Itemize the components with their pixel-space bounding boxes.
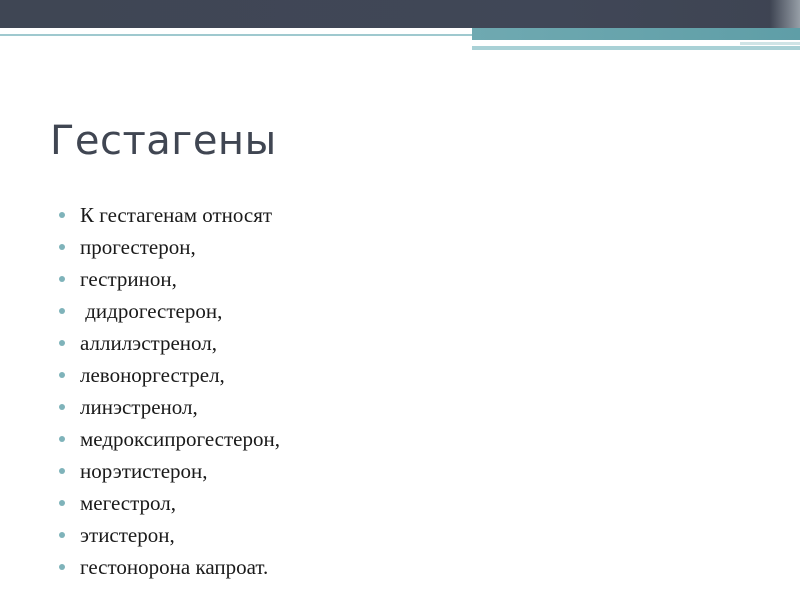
bullet-dot-icon: [59, 500, 65, 506]
list-item-text: левоноргестрел,: [80, 363, 225, 387]
list-item: [56, 391, 280, 423]
accent-bar: [472, 28, 800, 40]
list-item: [56, 519, 280, 551]
bullet-dot-icon: [59, 372, 65, 378]
list-item-text: норэтистерон,: [80, 459, 208, 483]
list-item: [56, 487, 280, 519]
list-item: [56, 551, 280, 583]
bullet-dot-icon: [59, 532, 65, 538]
list-item: [56, 199, 280, 231]
list-item-text: медроксипрогестерон,: [80, 427, 280, 451]
accent-line: [472, 46, 800, 50]
bullet-dot-icon: [59, 308, 65, 314]
list-item: [56, 295, 280, 327]
list-item-text: мегестрол,: [80, 491, 176, 515]
list-item-text: дидрогестерон,: [80, 299, 223, 323]
bullet-dot-icon: [59, 212, 65, 218]
list-item: [56, 231, 280, 263]
list-item: [56, 455, 280, 487]
list-item: [56, 359, 280, 391]
bullet-dot-icon: [59, 276, 65, 282]
slide-title: Гестагены: [50, 118, 277, 164]
bullet-dot-icon: [59, 468, 65, 474]
bullet-list: [56, 199, 280, 583]
bullet-dot-icon: [59, 244, 65, 250]
bullet-dot-icon: [59, 340, 65, 346]
top-banner: [0, 0, 800, 28]
list-item: [56, 423, 280, 455]
list-item: [56, 263, 280, 295]
accent-line-short: [740, 42, 800, 45]
list-item: [56, 327, 280, 359]
list-item-text: аллилэстренол,: [80, 331, 217, 355]
bullet-dot-icon: [59, 404, 65, 410]
bullet-dot-icon: [59, 436, 65, 442]
list-item-text: линэстренол,: [80, 395, 198, 419]
list-item-text: К гестагенам относят: [80, 203, 273, 227]
bullet-dot-icon: [59, 564, 65, 570]
list-item-text: этистерон,: [80, 523, 175, 547]
list-item-text: гестонорона капроат.: [80, 555, 269, 579]
list-item-text: прогестерон,: [80, 235, 196, 259]
list-item-text: гестринон,: [80, 267, 177, 291]
top-banner-fade: [770, 0, 800, 28]
